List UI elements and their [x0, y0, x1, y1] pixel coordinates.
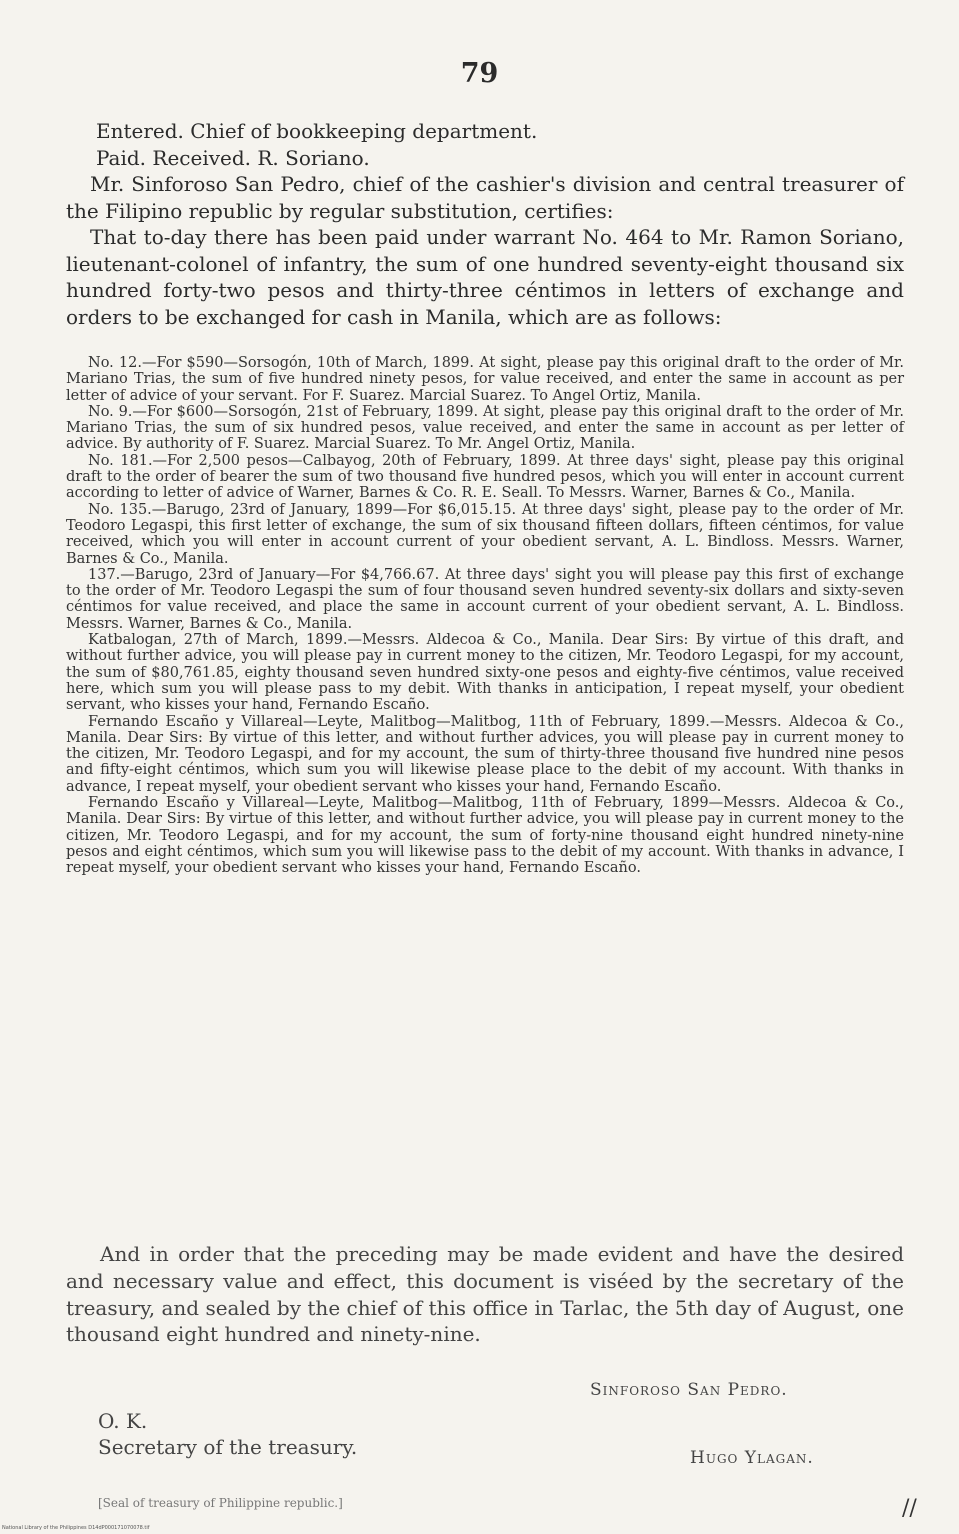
approval-block [98, 1408, 357, 1460]
closing-paragraph: And in order that the preceding may be made evident and have the desired and necessary value and effect, this document is viséed by the secretary of the treasury, and sealed by the chief of this office in Tarlac, the 5th day of August, one thousand eight hundred and ninety-nine. [66, 1242, 904, 1347]
certifies-paragraph: Mr. Sinforoso San Pedro, chief of the cashier's division and central treasurer of the Filipino republic by regular substitution, certifies: [66, 172, 904, 223]
warrant-paragraph: That to-day there has been paid under warrant No. 464 to Mr. Ramon Soriano, lieutenant-colonel of infantry, the sum of one hundred seventy-eight thousand six hundred forty-two pesos and thirty-three céntimos in letters of exchange and orders to be exchanged for cash in Manila, which are as follows: [66, 225, 904, 329]
entries-list [66, 355, 904, 877]
entry-item: 137.—Barugo, 23rd of January—For $4,766.67. At three days' sight you will please pay this first of exchange to the order of Mr. Teodoro Legaspi the sum of four thousand seven hundred seventy-six dollars and sixty-seven céntimos for value received, and place the same in account current of your obedient servant, A. L. Bindloss. Messrs. Warner, Barnes & Co., Manila. [66, 566, 904, 632]
scan-footer: National Library of the Philippines D14dP000171070078.tif [2, 1525, 150, 1531]
closing-block [66, 1241, 904, 1348]
signature-san-pedro: Sinforoso San Pedro. [590, 1380, 788, 1400]
entry-item: No. 9.—For $600—Sorsogón, 21st of February, 1899. At sight, please pay this original draft to the order of Mr. Mariano Trias, the sum of six hundred pesos, value received, and enter the same in account as per letter of advice. By authority of F. Suarez. Marcial Suarez. To Mr. Angel Ortiz, Manila. [66, 403, 904, 453]
ok-line: O. K. [98, 1409, 148, 1433]
entry-item: No. 12.—For $590—Sorsogón, 10th of March, 1899. At sight, please pay this original draft to the order of Mr. Mariano Trias, the sum of five hundred ninety pesos, for value received, and enter the same in account as per letter of advice of your servant. For F. Suarez. Marcial Suarez. To Angel Ortiz, Manila. [66, 355, 904, 404]
entry-item: Fernando Escaño y Villareal—Leyte, Malitbog—Malitbog, 11th of February, 1899.—Messrs. Aldecoa & Co., Manila. Dear Sirs: By virtue of this letter, and without further advices, you will please pay in current money to the citizen, Mr. Teodoro Legaspi, and for my account, the sum of thirty-three thousand five hundred nine pesos and fifty-eight céntimos, which sum you will likewise please place to the debit of my account. With thanks in advance, I repeat myself, your obedient servant who kisses your hand, Fernando Escaño. [66, 713, 904, 795]
entry-item: No. 181.—For 2,500 pesos—Calbayog, 20th of February, 1899. At three days' sight, please pay this original draft to the order of bearer the sum of two thousand five hundred pesos, which you will enter in account current according to letter of advice of Warner, Barnes & Co. R. E. Seall. To Messrs. Warner, Barnes & Co., Manila. [66, 452, 904, 502]
entry-item: Fernando Escaño y Villareal—Leyte, Malitbog—Malitbog, 11th of February, 1899—Messrs. Aldecoa & Co., Manila. Dear Sirs: By virtue of this letter, and without further advice, you will please pay in current money to the citizen, Mr. Teodoro Legaspi, and for my account, the sum of forty-nine thousand eight hundred ninety-nine pesos and eight céntimos, which sum you will likewise pass to the debit of my account. With thanks in advance, I repeat myself, your obedient servant who kisses your hand, Fernando Escaño. [66, 795, 904, 877]
page-number: 79 [460, 58, 499, 89]
header-block [66, 118, 904, 330]
paid-line: Paid. Received. R. Soriano. [96, 145, 370, 170]
secretary-line: Secretary of the treasury. [98, 1435, 358, 1459]
handwritten-mark: // [902, 1496, 917, 1521]
seal-note: [Seal of treasury of Philippine republic.] [98, 1496, 343, 1510]
entered-line: Entered. Chief of bookkeeping department. [96, 119, 538, 143]
entry-item: No. 135.—Barugo, 23rd of January, 1899—For $6,015.15. At three days' sight, please pay to the order of Mr. Teodoro Legaspi, this first letter of exchange, the sum of six thousand fifteen dollars, fifteen céntimos, for value received, which you will enter in account current of your obedient servant, A. L. Bindloss. Messrs. Warner, Barnes & Co., Manila. [66, 501, 904, 567]
signature-ylagan: Hugo Ylagan. [690, 1448, 814, 1468]
entry-item: Katbalogan, 27th of March, 1899.—Messrs. Aldecoa & Co., Manila. Dear Sirs: By virtue of this draft, and without further advice, you will please pay in current money to the citizen, Mr. Teodoro Legaspi, for my account, the sum of $80,761.85, eighty thousand seven hundred sixty-one pesos and eighty-five céntimos, value received here, which sum you will please pass to my debit. With thanks in anticipation, I repeat myself, your obedient servant, who kisses your hand, Fernando Escaño. [66, 632, 904, 714]
